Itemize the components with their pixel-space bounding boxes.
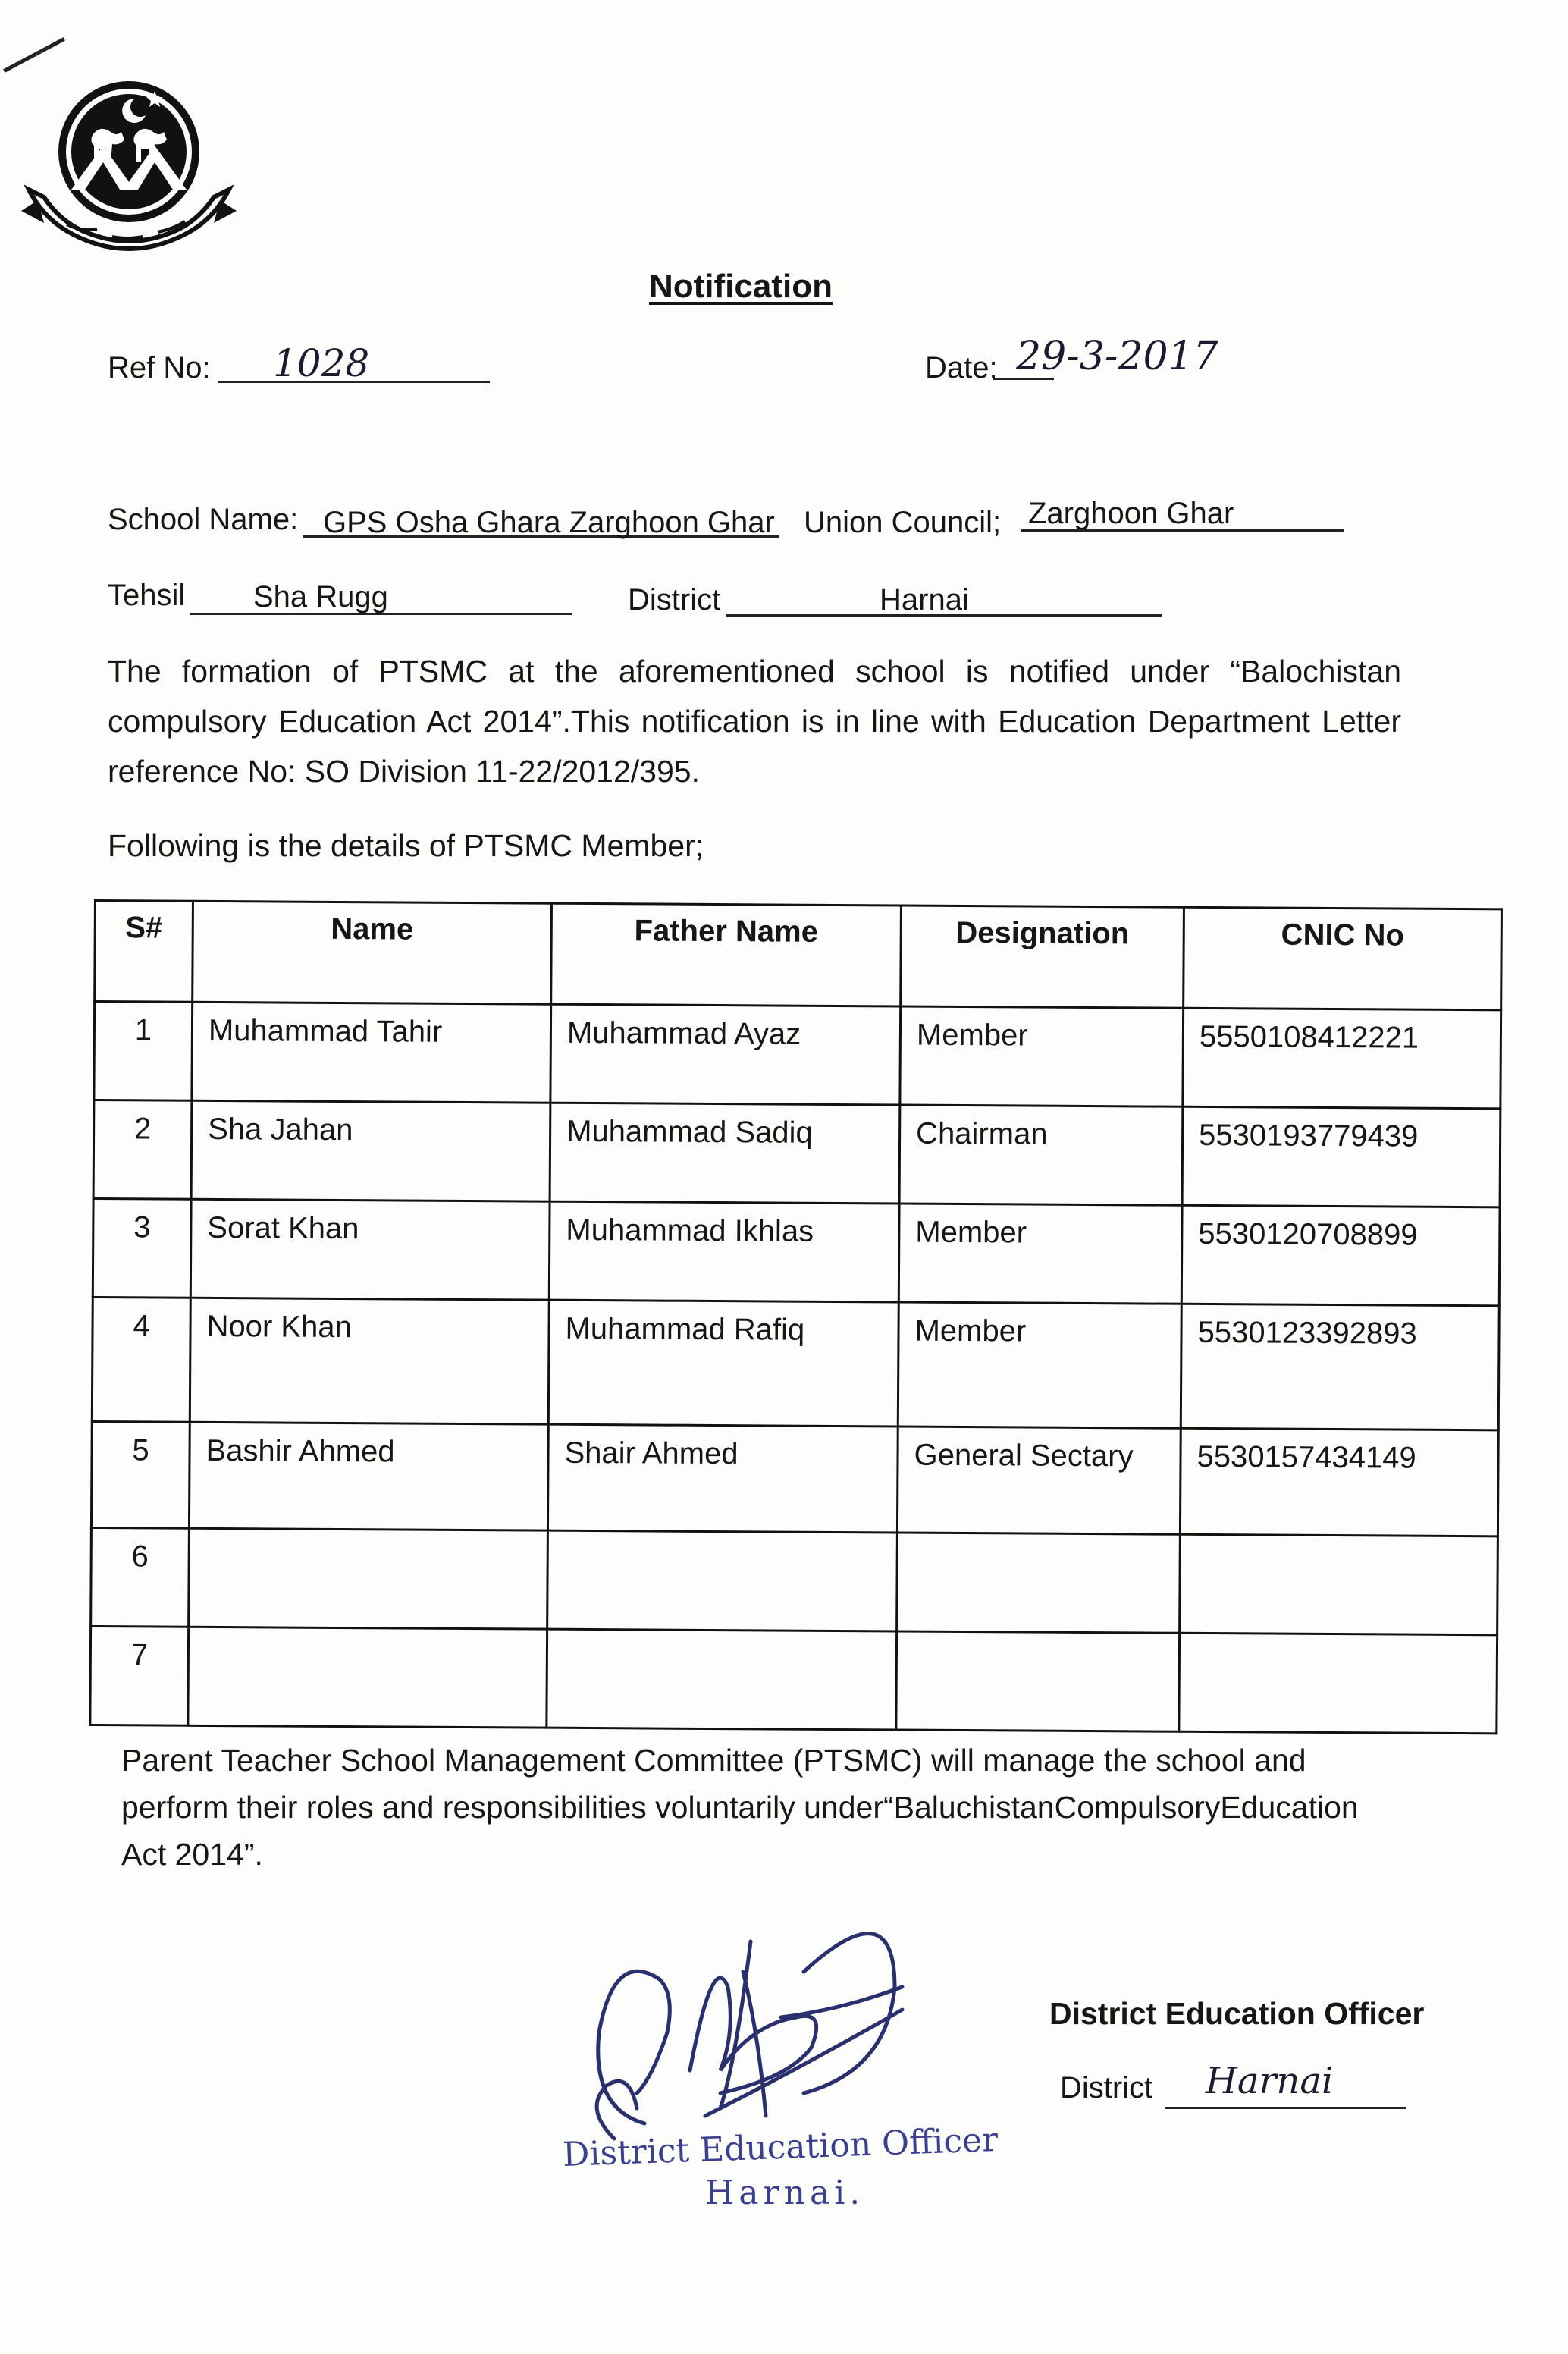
row-father-name: Shair Ahmed xyxy=(547,1424,898,1533)
row-cnic: 5530123392893 xyxy=(1181,1304,1499,1430)
signature-district-label: District xyxy=(1060,2071,1153,2104)
date-value: 29-3-2017 xyxy=(1016,334,1218,379)
row-name: Sorat Khan xyxy=(190,1199,550,1300)
tehsil-label: Tehsil xyxy=(108,579,186,612)
header-sn: S# xyxy=(95,901,193,1003)
row-cnic: 5530157434149 xyxy=(1180,1428,1498,1536)
tehsil-value: Sha Rugg xyxy=(253,580,388,614)
row-cnic: 5530120708899 xyxy=(1181,1205,1500,1306)
officer-title: District Education Officer xyxy=(1049,1996,1425,2031)
signature-district-value: Harnai xyxy=(1206,2060,1334,2102)
ref-label: Ref No: xyxy=(108,351,211,384)
table-row xyxy=(91,1421,1498,1536)
table-header-row xyxy=(95,901,1502,1010)
school-name-value: GPS Osha Ghara Zarghoon Ghar xyxy=(323,506,775,539)
row-sn: 5 xyxy=(91,1421,190,1528)
header-cnic: CNIC No xyxy=(1184,907,1502,1010)
district-value: Harnai xyxy=(880,583,969,617)
table-row xyxy=(93,1199,1500,1306)
stamp-officer: District Education Officer xyxy=(562,2120,999,2175)
scan-mark xyxy=(3,37,65,73)
row-sn: 1 xyxy=(94,1002,193,1101)
date-label: Date: xyxy=(925,351,998,384)
row-designation xyxy=(897,1533,1181,1633)
union-council-label: Union Council; xyxy=(804,506,1002,539)
members-table xyxy=(89,899,1503,1734)
stamp-district: Harnai. xyxy=(705,2174,865,2212)
row-sn: 6 xyxy=(91,1527,190,1627)
row-cnic xyxy=(1180,1534,1498,1635)
row-sn: 7 xyxy=(90,1626,189,1725)
row-designation: Member xyxy=(900,1006,1184,1106)
row-designation: General Sectary xyxy=(897,1427,1181,1534)
formation-paragraph: The formation of PTSMC at the aforementioned school is notified under “Balochistan compulsory Education Act 2014”.This notification is in line with Education Department Letter reference No: SO Division 11-22/2012/395. xyxy=(108,654,1401,789)
row-name: Muhammad Tahir xyxy=(192,1002,551,1103)
row-father-name xyxy=(547,1530,898,1631)
row-sn: 3 xyxy=(93,1199,191,1298)
row-name: Sha Jahan xyxy=(191,1100,550,1201)
row-designation: Chairman xyxy=(899,1105,1183,1205)
row-father-name: Muhammad Ikhlas xyxy=(549,1201,899,1302)
ref-value: 1028 xyxy=(273,341,370,385)
row-father-name: Muhammad Rafiq xyxy=(548,1300,898,1427)
row-name: Noor Khan xyxy=(190,1298,549,1424)
table-row xyxy=(91,1527,1498,1634)
committee-paragraph: Parent Teacher School Management Committee (PTSMC) will manage the school and perform their roles and responsibilities voluntarily under“BaluchistanCompulsoryEducation Act 2014”. xyxy=(121,1743,1359,1872)
table-row xyxy=(94,1002,1501,1109)
members-intro: Following is the details of PTSMC Member; xyxy=(108,828,704,863)
header-father-name: Father Name xyxy=(551,903,902,1006)
row-cnic: 5550108412221 xyxy=(1183,1008,1501,1109)
row-sn: 2 xyxy=(93,1100,192,1200)
row-designation: Member xyxy=(898,1204,1182,1304)
row-designation xyxy=(896,1631,1180,1731)
row-name xyxy=(189,1528,548,1629)
row-cnic: 5530193779439 xyxy=(1182,1106,1501,1207)
row-name xyxy=(188,1627,547,1728)
table-row xyxy=(92,1297,1499,1430)
header-designation: Designation xyxy=(901,906,1184,1008)
page-title: Notification xyxy=(649,268,833,305)
union-council-value: Zarghoon Ghar xyxy=(1028,497,1234,530)
district-label: District xyxy=(628,583,721,617)
row-father-name: Muhammad Sadiq xyxy=(550,1103,900,1204)
header-name: Name xyxy=(193,901,552,1004)
row-father-name: Muhammad Ayaz xyxy=(550,1004,901,1105)
school-name-label: School Name: xyxy=(108,503,299,536)
row-father-name xyxy=(547,1629,897,1730)
row-cnic xyxy=(1179,1633,1497,1734)
row-designation: Member xyxy=(898,1302,1181,1428)
row-name: Bashir Ahmed xyxy=(189,1422,548,1530)
government-emblem-icon xyxy=(21,76,241,273)
table-row xyxy=(90,1626,1497,1733)
table-row xyxy=(93,1100,1501,1207)
row-sn: 4 xyxy=(92,1297,190,1422)
